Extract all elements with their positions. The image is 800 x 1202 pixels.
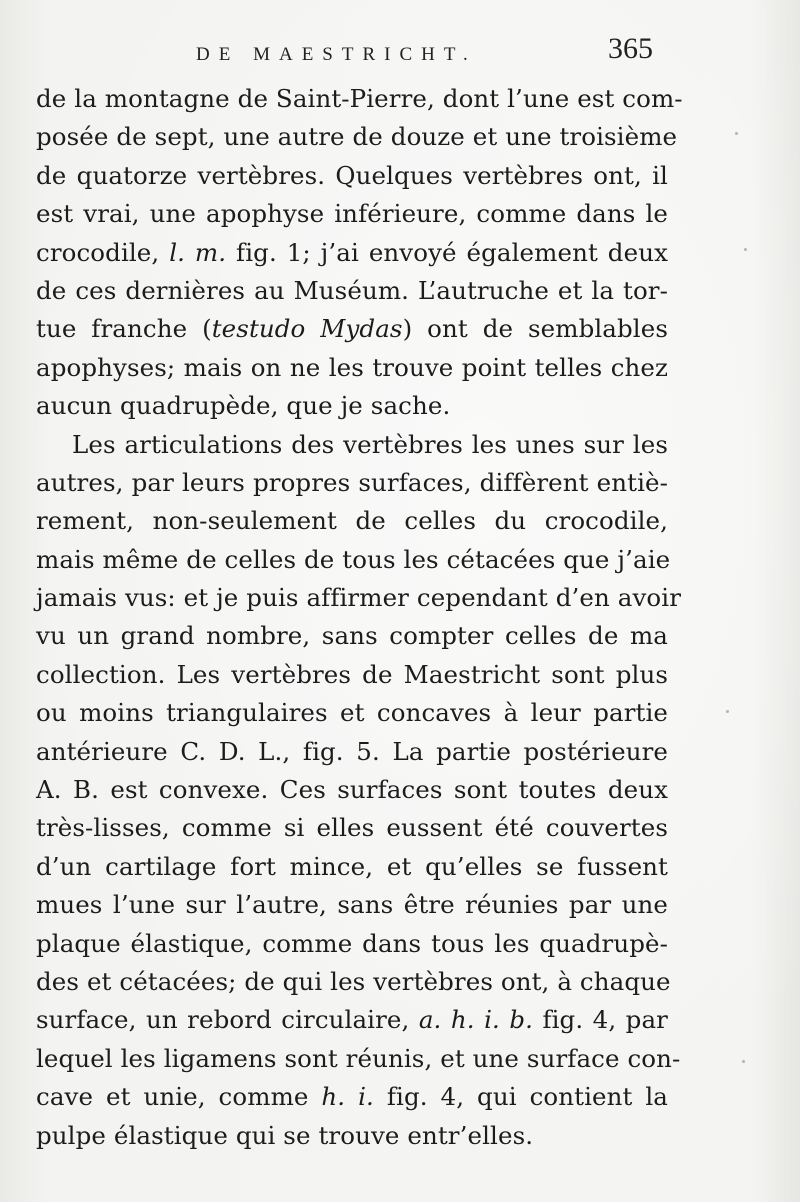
italic-reference: l. m. bbox=[169, 237, 227, 267]
text-line: des et cétacées; de qui les vertèbres ont, à chaque bbox=[36, 966, 671, 996]
paragraph-start-line: Les articulations des vertèbres les unes sur les bbox=[72, 429, 668, 459]
text-line: aucun quadrupède, que je sache. bbox=[36, 391, 451, 421]
italic-reference: a. h. i. b. bbox=[418, 1005, 534, 1035]
paper-speck bbox=[735, 132, 738, 135]
running-title: DE MAESTRICHT. bbox=[196, 44, 477, 65]
text-line: cave et unie, comme h. i. fig. 4, qui contient la bbox=[36, 1082, 668, 1112]
text-line: vu un grand nombre, sans compter celles de ma bbox=[36, 621, 668, 651]
text-line: de ces dernières au Muséum. L’autruche et la tor- bbox=[36, 275, 668, 305]
text-line: mues l’une sur l’autre, sans être réunies par une bbox=[36, 890, 668, 920]
text-line: d’un cartilage fort mince, et qu’elles se fussent bbox=[36, 851, 668, 881]
text-line: est vrai, une apophyse inférieure, comme dans le bbox=[36, 199, 668, 229]
text-line: A. B. est convexe. Ces surfaces sont toutes deux bbox=[36, 775, 668, 805]
text-line: rement, non-seulement de celles du crocodile, bbox=[36, 506, 668, 536]
text-line: pulpe élastique qui se trouve entr’elles. bbox=[36, 1120, 534, 1150]
text-line: crocodile, l. m. fig. 1; j’ai envoyé également deux bbox=[36, 237, 668, 267]
page-number: 365 bbox=[608, 32, 653, 65]
text-line: posée de sept, une autre de douze et une troisième bbox=[36, 122, 678, 152]
text-line: collection. Les vertèbres de Maestricht sont plus bbox=[36, 659, 668, 689]
text-line: autres, par leurs propres surfaces, diffèrent entiè- bbox=[36, 467, 668, 497]
text-line: très-lisses, comme si elles eussent été couvertes bbox=[36, 813, 668, 843]
text-line: ou moins triangulaires et concaves à leur partie bbox=[36, 698, 668, 728]
text-line: de quatorze vertèbres. Quelques vertèbres ont, il bbox=[36, 160, 668, 190]
text-line: antérieure C. D. L., fig. 5. La partie postérieure bbox=[36, 736, 668, 766]
italic-species-name: testudo Mydas bbox=[211, 314, 403, 344]
text-line: apophyses; mais on ne les trouve point telles chez bbox=[36, 352, 668, 382]
text-line: tue franche (testudo Mydas) ont de semblables bbox=[36, 314, 668, 344]
text-line: surface, un rebord circulaire, a. h. i. b. fig. 4, par bbox=[36, 1005, 668, 1035]
text-line: jamais vus: et je puis affirmer cependant d’en avoir bbox=[36, 583, 682, 613]
italic-reference: h. i. bbox=[321, 1082, 374, 1112]
text-line: de la montagne de Saint-Pierre, dont l’une est com- bbox=[36, 84, 683, 113]
text-line: mais même de celles de tous les cétacées que j’aie bbox=[36, 544, 671, 574]
paper-speck bbox=[726, 710, 729, 713]
body-text bbox=[36, 80, 683, 1155]
paper-speck bbox=[742, 1060, 745, 1063]
paper-speck bbox=[744, 248, 747, 251]
text-line: plaque élastique, comme dans tous les quadrupè- bbox=[36, 928, 668, 958]
text-line: lequel les ligamens sont réunis, et une surface con- bbox=[36, 1043, 681, 1073]
